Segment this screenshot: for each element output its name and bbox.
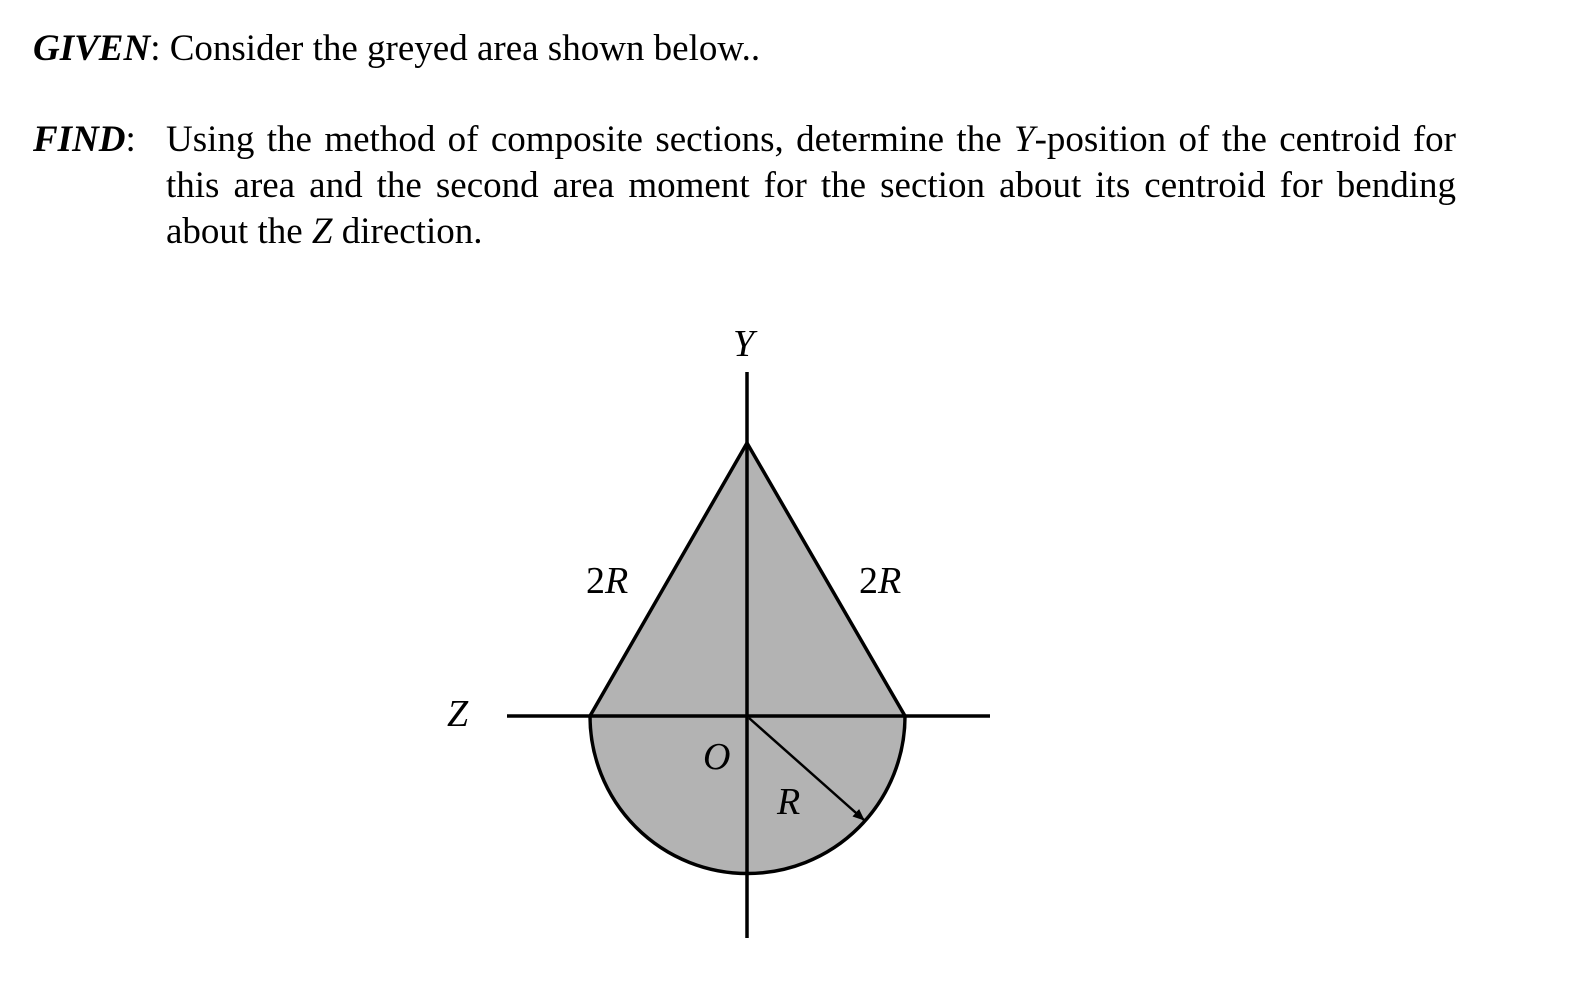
z-axis-label: Z <box>447 693 469 735</box>
find-z-variable: Z <box>311 211 333 252</box>
find-text-1: Using the method of composite sections, determine the <box>166 119 1014 160</box>
given-colon: : <box>150 28 161 69</box>
find-label: FIND <box>33 119 126 160</box>
left-side-length-label: 2R <box>586 560 629 602</box>
find-text-2: -position of the centroid for this area and the second area moment for the section about its centroid for bending about the <box>166 119 1456 252</box>
y-axis-label: Y <box>733 323 755 365</box>
given-text: Consider the greyed area shown below.. <box>160 28 761 69</box>
find-y-variable: Y <box>1014 119 1035 160</box>
find-text-3: direction. <box>332 211 483 252</box>
given-label: GIVEN <box>33 28 151 69</box>
right-side-length-label: 2R <box>859 560 902 602</box>
find-colon: : <box>125 119 136 160</box>
origin-label: O <box>703 736 731 778</box>
radius-label: R <box>777 781 801 823</box>
